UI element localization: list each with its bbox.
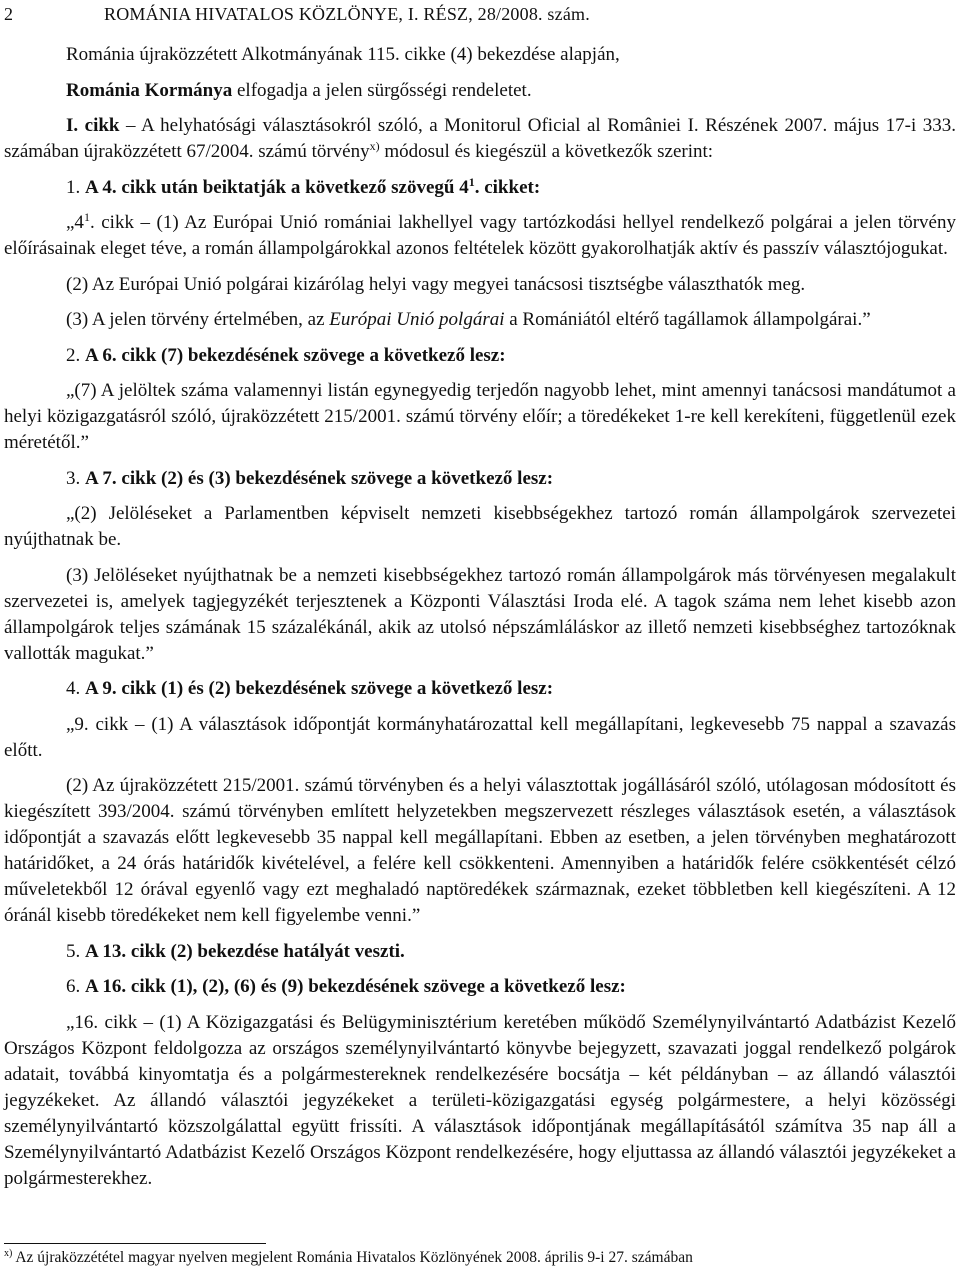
page-header xyxy=(4,4,956,30)
amendment-3-body-1: „(2) Jelöléseket a Parlamentben képviselt nemzeti kisebbségekhez tartozó román állampolgárok szervezetei nyújthatnak be. xyxy=(4,503,956,550)
article-4-1-text: . cikk – (1) Az Európai Unió romániai lakhellyel vagy tartózkodási hellyel rendelkező polgárai a jelen törvény előírásainak eleget téve, a román állampolgárokkal azonos feltételek között gyakorolhatják aktív és passzív választójogukat. xyxy=(4,212,956,259)
article-1-text: – A helyhatósági választásokról szóló, a Monitorul Oficial al României I. Részének 2007. május 17-i 333. számában újraközzétett 67/2004. számú törvény xyxy=(4,115,956,162)
article-4-1-sup: 1 xyxy=(83,210,90,224)
article-4-1-para-3-text: (3) A jelen törvény értelmében, az xyxy=(66,309,330,330)
amendment-6-body: „16. cikk – (1) A Közigazgatási és Belügyminisztérium keretében működő Személynyilvántartó Adatbázist Kezelő Országos Központ feldolgozza az országos személynyilvántartó könyvbe bejegyzett, szavazati joggal rendelkező polgárok adatait, továbbá kinyomtatja és a polgármestereknek rendelkezésére bocsátja – két példányban – az állandó választói jegyzékeket. Az állandó választói jegyzékeket a területi-közigazgatási egység polgármestere, a helyi közösségi személynyilvántartó közszolgálattal együtt frissíti. A választások időpontjának megállapításától számítva 35 nap áll a Személynyilvántartó Adatbázist Kezelő Országos Központ rendelkezésére, hogy eljuttassa az állandó választói jegyzékeket a polgármesterekhez. xyxy=(4,1011,956,1189)
preamble xyxy=(4,42,956,68)
amendment-3-title: A 7. cikk (2) és (3) bekezdésének szövege a következő lesz: xyxy=(85,467,554,489)
article-4-1-para-2-text: (2) Az Európai Unió polgárai kizárólag helyi vagy megyei tanácsosi tisztségbe választhatók meg. xyxy=(66,273,806,295)
amendment-1-title-end: . cikket: xyxy=(474,176,541,198)
amendment-4-number: 4. xyxy=(66,678,81,699)
article-1-label: I. cikk xyxy=(66,115,120,136)
footnote-marker[interactable]: x) xyxy=(369,139,380,153)
amendment-1-number: 1. xyxy=(66,176,81,198)
government-name: Románia Kormánya xyxy=(66,79,233,101)
footnote-text: Az újraközzététel magyar nyelven megjelent Románia Hivatalos Közlönyének 2008. április 9-i 27. számában xyxy=(12,1249,693,1266)
amendment-5-heading xyxy=(4,939,956,965)
article-1 xyxy=(4,113,956,165)
adoption-clause xyxy=(4,78,956,104)
amendment-3-heading xyxy=(4,466,956,492)
adoption-text: elfogadja a jelen sürgősségi rendeletet. xyxy=(232,79,532,101)
article-1-text-end: módosul és kiegészül a következők szerint: xyxy=(379,141,714,162)
page-number: 2 xyxy=(4,4,13,24)
amendment-1-heading xyxy=(4,175,956,201)
footnote xyxy=(4,1248,956,1268)
amendment-6-heading xyxy=(4,974,956,1000)
footnote-mark: x) xyxy=(4,1248,13,1259)
amendment-4-text-2 xyxy=(4,773,956,929)
article-4-1-para-3 xyxy=(4,307,956,333)
amendment-1-title: A 4. cikk után beiktatják a következő szövegű 4 xyxy=(85,176,469,198)
amendment-4-heading xyxy=(4,676,956,702)
article-4-1-para-1 xyxy=(4,210,956,262)
amendment-5-title: A 13. cikk (2) bekezdése hatályát veszti. xyxy=(85,940,405,962)
amendment-5-number: 5. xyxy=(66,940,81,962)
article-4-1-para-3-end: a Romániától eltérő tagállamok állampolgárai.” xyxy=(504,309,871,330)
amendment-6-title: A 16. cikk (1), (2), (6) és (9) bekezdésének szövege a következő lesz: xyxy=(85,976,626,997)
eu-citizens-term: Európai Unió polgárai xyxy=(329,309,505,330)
article-4-1-open: „4 xyxy=(66,212,84,233)
amendment-3-number: 3. xyxy=(66,467,81,489)
amendment-4-title: A 9. cikk (1) és (2) bekezdésének szövege a következő lesz: xyxy=(85,678,554,699)
footnote-divider xyxy=(4,1243,266,1244)
amendment-3-text-2 xyxy=(4,563,956,667)
amendment-2-body: „(7) A jelöltek száma valamennyi listán egynegyedig terjedőn nagyobb lehet, mint amennyi tanácsosi mandátumot a helyi közigazgatásról szóló, újraközzétett 215/2001. számú törvény előír; a töredékeket 1-re kell kerekíteni, függetlenül ezek méretétől.” xyxy=(4,380,956,453)
amendment-4-text-1 xyxy=(4,712,956,764)
amendment-2-number: 2. xyxy=(66,344,81,366)
amendment-6-text xyxy=(4,1010,956,1192)
amendment-2-text xyxy=(4,378,956,456)
amendment-4-body-1: „9. cikk – (1) A választások időpontját kormányhatározattal kell megállapítani, legkevesebb 75 nappal a szavazás előtt. xyxy=(4,713,956,761)
amendment-3-text-1 xyxy=(4,501,956,553)
amendment-2-heading xyxy=(4,343,956,369)
amendment-3-body-2: (3) Jelöléseket nyújthatnak be a nemzeti kisebbségekhez tartozó román állampolgárok más törvényesen megalakult szervezetei is, amelyek tagjegyzékét terjesztenek a Központi Választási Iroda elé. A tagok száma nem lehet kisebb azon állampolgárok teljes számának 15 százalékánál, akik az utolsó népszámláláskor az illető nemzeti kisebbséghez tartozóknak vallották magukat.” xyxy=(4,564,956,664)
amendment-4-body-2: (2) Az újraközzétett 215/2001. számú törvényben és a helyi választottak jogállásáról szóló, utólagosan módosított és kiegészített 393/2004. számú törvényben említett helyzetekben megszervezett részleges választások esetén, a választások időpontját a szavazás előtt legkevesebb 35 nappal kell megállapítani. Ebben az esetben, a jelen törvényben meghatározott határidőket, a 24 órás határidők kivételével, a felére kell csökkenteni. Amennyiben a határidők felére csökkentését célzó műveletekből 12 órával egyenlő vagy ezt meghaladó naptöredékek származnak, ezeket többletben kell kiegészíteni. A 12 óránál kisebb töredékeket nem kell figyelembe venni.” xyxy=(4,775,956,926)
amendment-2-title: A 6. cikk (7) bekezdésének szövege a következő lesz: xyxy=(85,344,506,366)
article-4-1-para-2 xyxy=(4,272,956,298)
document-body xyxy=(4,42,956,1201)
preamble-text: Románia újraközzétett Alkotmányának 115. cikke (4) bekezdése alapján, xyxy=(66,44,620,65)
gazette-title: ROMÁNIA HIVATALOS KÖZLÖNYE, I. RÉSZ, 28/2008. szám. xyxy=(104,4,590,24)
amendment-1-sup: 1 xyxy=(468,174,475,189)
amendment-6-number: 6. xyxy=(66,976,81,997)
